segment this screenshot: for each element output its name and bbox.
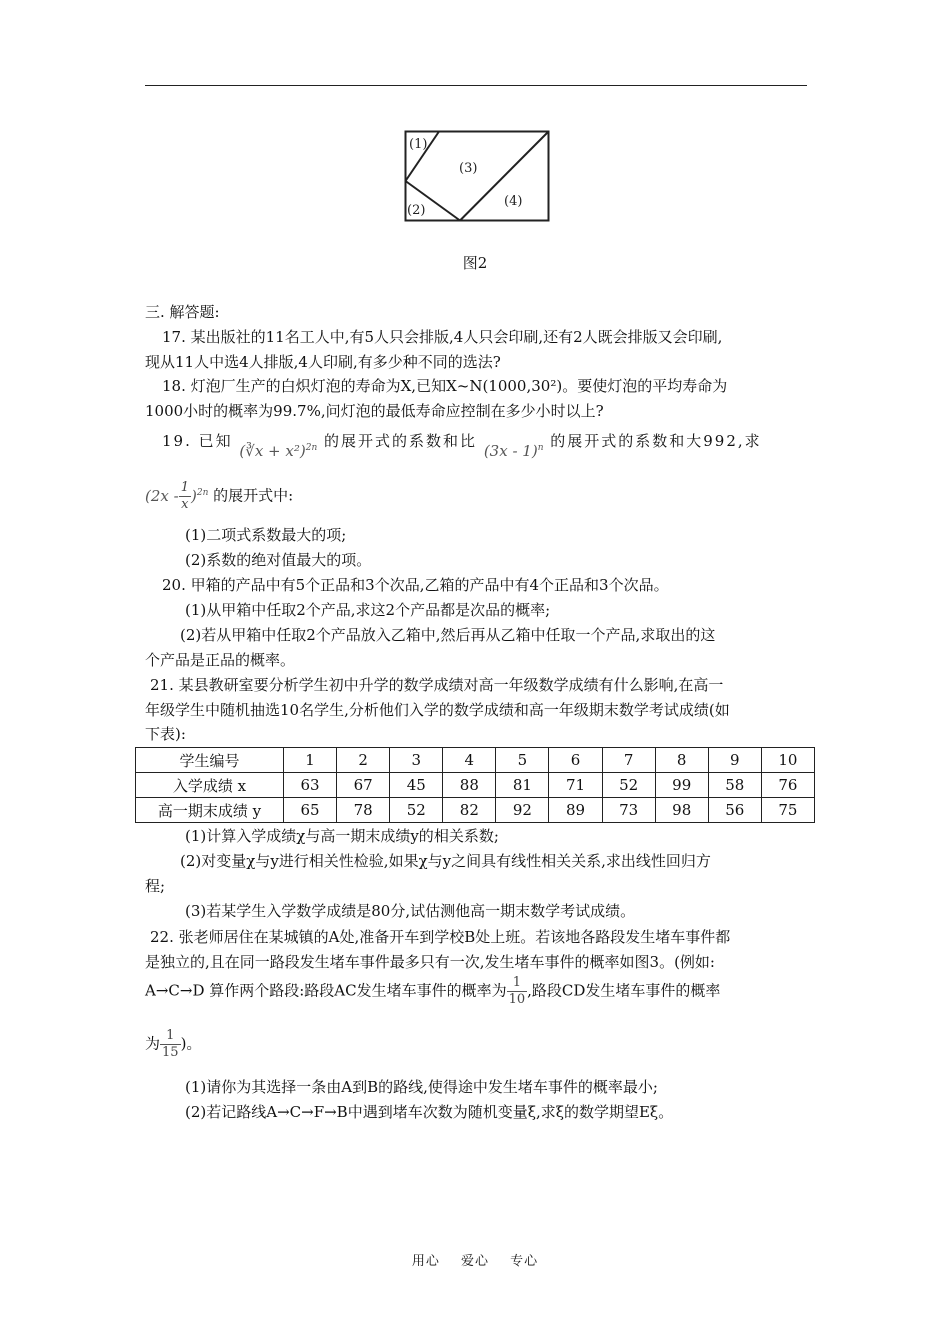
q19-sub2: (2)系数的绝对值最大的项。 — [185, 551, 372, 569]
q19-expr3-num: 1 — [180, 480, 189, 495]
q19-expr3-exp: 2n — [196, 487, 209, 498]
q21-line1: 21. 某县教研室要分析学生初中升学的数学成绩对高一年级数学成绩有什么影响,在高一 — [150, 676, 724, 694]
q22-line4-pre: 为 — [145, 1034, 161, 1053]
table-cell: 56 — [708, 798, 761, 823]
q19-expr2-base: (3x - 1) — [483, 442, 538, 460]
table-cell: 45 — [390, 773, 443, 798]
table-cell: 2 — [337, 748, 390, 773]
footer-text-1: 用心 — [411, 1254, 440, 1269]
table-cell: 75 — [761, 798, 814, 823]
table-cell: 99 — [655, 773, 708, 798]
q19-expr2-exp: n — [537, 443, 544, 453]
q19-expr3-pre: (2x - — [145, 486, 179, 505]
table-cell: 98 — [655, 798, 708, 823]
table-cell: 1 — [284, 748, 337, 773]
q19-expr1 — [239, 442, 317, 460]
q19-expr1-base: (∛x + x²) — [239, 442, 306, 460]
q17-line2: 现从11人中选4人排版,4人印刷,有多少种不同的选法? — [145, 353, 501, 371]
q19-expr3-den: x — [181, 497, 189, 512]
q20-sub2-line2: 个产品是正品的概率。 — [145, 651, 296, 669]
figure-2-diagram — [404, 130, 550, 222]
table-row — [136, 773, 815, 798]
q17-line1: 17. 某出版社的11名工人中,有5人只会排版,4人只会印刷,还有2人既会排版又会印刷, — [162, 328, 723, 346]
table-row-label: 学生编号 — [136, 748, 284, 773]
q22-line4-num: 1 — [160, 1028, 181, 1045]
q20-sub1: (1)从甲箱中任取2个产品,求这2个产品都是次品的概率; — [185, 601, 551, 619]
q21-line3: 下表): — [145, 725, 186, 743]
q21-sub2-line2: 程; — [145, 877, 166, 895]
q22-line3 — [145, 975, 720, 1008]
q22-line4-den: 15 — [162, 1045, 179, 1060]
table-cell: 58 — [708, 773, 761, 798]
q19-expr1-exp: 2n — [305, 443, 318, 453]
q19-expr3-post: ) — [190, 486, 197, 505]
q21-sub1: (1)计算入学成绩χ与高一期末成绩y的相关系数; — [185, 827, 499, 845]
q22-sub2: (2)若记路线A→C→F→B中遇到堵车次数为随机变量ξ,求ξ的数学期望Eξ。 — [185, 1103, 674, 1121]
q22-line3-num: 1 — [507, 975, 528, 992]
footer-text-2: 爱心 — [460, 1254, 489, 1269]
footer-text-3: 专心 — [510, 1254, 539, 1269]
figure-label-1: (1) — [409, 137, 428, 152]
q20-sub2-line1: (2)若从甲箱中任取2个产品放入乙箱中,然后再从乙箱中任取一个产品,求取出的这 — [180, 626, 716, 644]
table-cell: 67 — [337, 773, 390, 798]
table-row-label: 入学成绩 x — [136, 773, 284, 798]
q19-line2-post: 的展开式中: — [213, 486, 294, 505]
table-cell: 52 — [390, 798, 443, 823]
table-cell: 88 — [443, 773, 496, 798]
q22-line3-post: ,路段CD发生堵车事件的概率 — [527, 981, 721, 1000]
figure-label-3: (3) — [459, 161, 478, 176]
table-cell: 92 — [496, 798, 549, 823]
header-rule — [145, 85, 807, 86]
q22-line4-post: )。 — [180, 1034, 202, 1053]
figure-label-2: (2) — [407, 203, 426, 218]
q19-sub1: (1)二项式系数最大的项; — [185, 526, 347, 544]
q18-line2: 1000小时的概率为99.7%,问灯泡的最低寿命应控制在多少小时以上? — [145, 402, 604, 420]
q20-line1: 20. 甲箱的产品中有5个正品和3个次品,乙箱的产品中有4个正品和3个次品。 — [162, 576, 669, 594]
q22-line3-den: 10 — [508, 992, 526, 1007]
table-cell: 3 — [390, 748, 443, 773]
q22-line4 — [145, 1028, 201, 1061]
q19-expr3 — [145, 480, 209, 512]
q21-sub3: (3)若某学生入学数学成绩是80分,试估测他高一期末数学考试成绩。 — [185, 902, 636, 920]
table-cell: 4 — [443, 748, 496, 773]
q22-line3-fraction — [507, 975, 528, 1008]
table-cell: 76 — [761, 773, 814, 798]
table-cell: 5 — [496, 748, 549, 773]
table-cell: 10 — [761, 748, 814, 773]
q18-line1: 18. 灯泡厂生产的白炽灯泡的寿命为X,已知X~N(1000,30²)。要使灯泡的平均寿命为 — [162, 377, 728, 395]
table-cell: 8 — [655, 748, 708, 773]
q21-line2: 年级学生中随机抽选10名学生,分析他们入学的数学成绩和高一年级期末数学考试成绩(如 — [145, 701, 730, 719]
table-cell: 81 — [496, 773, 549, 798]
table-cell: 82 — [443, 798, 496, 823]
section-title: 三. 解答题: — [145, 303, 220, 321]
table-cell: 89 — [549, 798, 602, 823]
q19-line1 — [162, 428, 762, 460]
q19-expr3-fraction — [179, 480, 191, 513]
q21-sub2-line1: (2)对变量χ与y进行相关性检验,如果χ与y之间具有线性相关关系,求出线性回归方 — [180, 852, 711, 870]
q19-pre: 19. 已知 — [162, 432, 233, 450]
table-cell: 71 — [549, 773, 602, 798]
figure-caption: 图2 — [462, 254, 488, 272]
q19-mid: 的展开式的系数和比 — [324, 432, 478, 450]
table-cell: 52 — [602, 773, 655, 798]
table-row — [136, 748, 815, 773]
table-cell: 6 — [549, 748, 602, 773]
table-cell: 63 — [284, 773, 337, 798]
table-row — [136, 798, 815, 823]
figure-label-4: (4) — [504, 194, 523, 209]
q22-line4-fraction — [160, 1028, 181, 1061]
score-table — [135, 747, 815, 823]
page-footer — [0, 1250, 950, 1269]
table-cell: 9 — [708, 748, 761, 773]
q22-line3-pre: A→C→D 算作两个路段:路段AC发生堵车事件的概率为 — [145, 981, 507, 1000]
q19-expr2 — [484, 442, 544, 460]
q19-line2 — [145, 480, 293, 513]
q19-post: 的展开式的系数和大992,求 — [550, 432, 762, 450]
table-cell: 78 — [337, 798, 390, 823]
table-cell: 7 — [602, 748, 655, 773]
q22-line1: 22. 张老师居住在某城镇的A处,准备开车到学校B处上班。若该地各路段发生堵车事件都 — [150, 928, 731, 946]
table-cell: 73 — [602, 798, 655, 823]
table-row-label: 高一期末成绩 y — [136, 798, 284, 823]
q22-sub1: (1)请你为其选择一条由A到B的路线,使得途中发生堵车事件的概率最小; — [185, 1078, 658, 1096]
q22-line2: 是独立的,且在同一路段发生堵车事件最多只有一次,发生堵车事件的概率如图3。(例如: — [145, 953, 715, 971]
table-cell: 65 — [284, 798, 337, 823]
